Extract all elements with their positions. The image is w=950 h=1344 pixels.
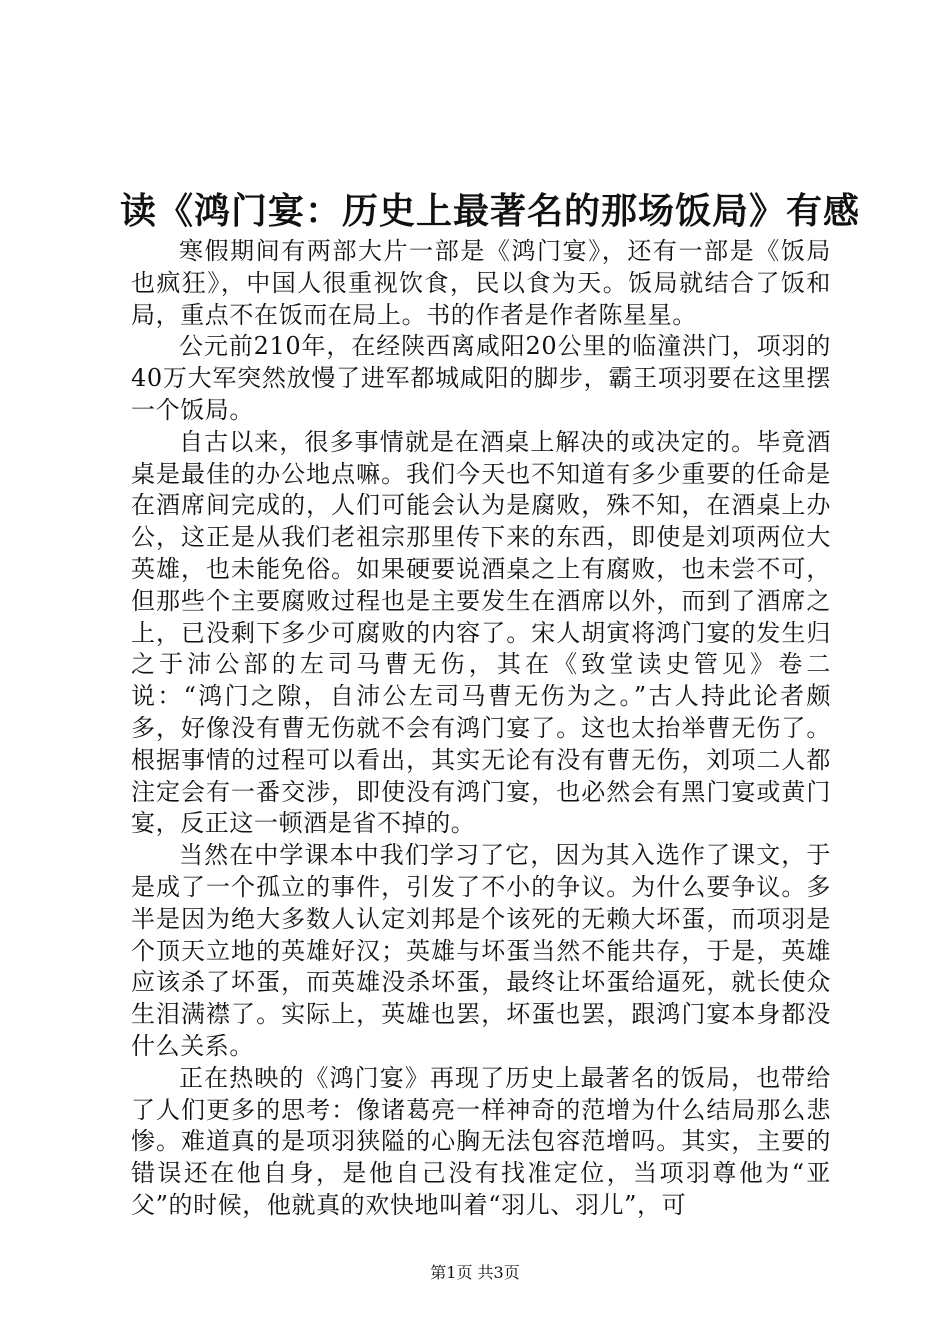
paragraph-5: 正在热映的《鸿门宴》再现了历史上最著名的饭局，也带给了人们更多的思考：像诸葛亮一样神奇的范增为什么结局那么悲惨。难道真的是项羽狭隘的心胸无法包容范增吗。其实，主要的错误还在他自身，是他自己没有找准定位，当项羽尊他为“亚父”的时候，他就真的欢快地叫着“羽儿、羽儿”，可: [131, 1063, 831, 1219]
paragraph-2: 公元前210年，在经陕西离咸阳20公里的临潼洪门，项羽的40万大军突然放慢了进军都城咸阳的脚步，霸王项羽要在这里摆一个饭局。: [131, 332, 831, 424]
paragraph-4: 当然在中学课本中我们学习了它，因为其入选作了课文，于是成了一个孤立的事件，引发了不小的争议。为什么要争议。多半是因为绝大多数人认定刘邦是个该死的无赖大坏蛋，而项羽是个顶天立地的英雄好汉；英雄与坏蛋当然不能共存，于是，英雄应该杀了坏蛋，而英雄没杀坏蛋，最终让坏蛋给逼死，就长使众生泪满襟了。实际上，英雄也罢，坏蛋也罢，跟鸿门宴本身都没什么关系。: [131, 841, 831, 1060]
paragraph-1: 寒假期间有两部大片一部是《鸿门宴》，还有一部是《饭局也疯狂》，中国人很重视饮食，民以食为天。饭局就结合了饭和局，重点不在饭而在局上。书的作者是作者陈星星。: [131, 237, 831, 329]
document-body: [131, 236, 831, 1222]
document-title: 读《鸿门宴：历史上最著名的那场饭局》有感: [120, 190, 861, 232]
paragraph-3: 自古以来，很多事情就是在酒桌上解决的或决定的。毕竟酒桌是最佳的办公地点嘛。我们今天也不知道有多少重要的任命是在酒席间完成的，人们可能会认为是腐败，殊不知，在酒桌上办公，这正是从我们老祖宗那里传下来的东西，即使是刘项两位大英雄，也未能免俗。如果硬要说酒桌之上有腐败，也未尝不可，但那些个主要腐败过程也是主要发生在酒席以外，而到了酒席之上，已没剩下多少可腐败的内容了。宋人胡寅将鸿门宴的发生归之于沛公部的左司马曹无伤，其在《致堂读史管见》卷二说：“鸿门之隙，自沛公左司马曹无伤为之。”古人持此论者颇多，好像没有曹无伤就不会有鸿门宴了。这也太抬举曹无伤了。根据事情的过程可以看出，其实无论有没有曹无伤，刘项二人都注定会有一番交涉，即使没有鸿门宴，也必然会有黑门宴或黄门宴，反正这一顿酒是省不掉的。: [131, 427, 831, 838]
page-number-footer: 第1页 共3页: [430, 1263, 520, 1282]
